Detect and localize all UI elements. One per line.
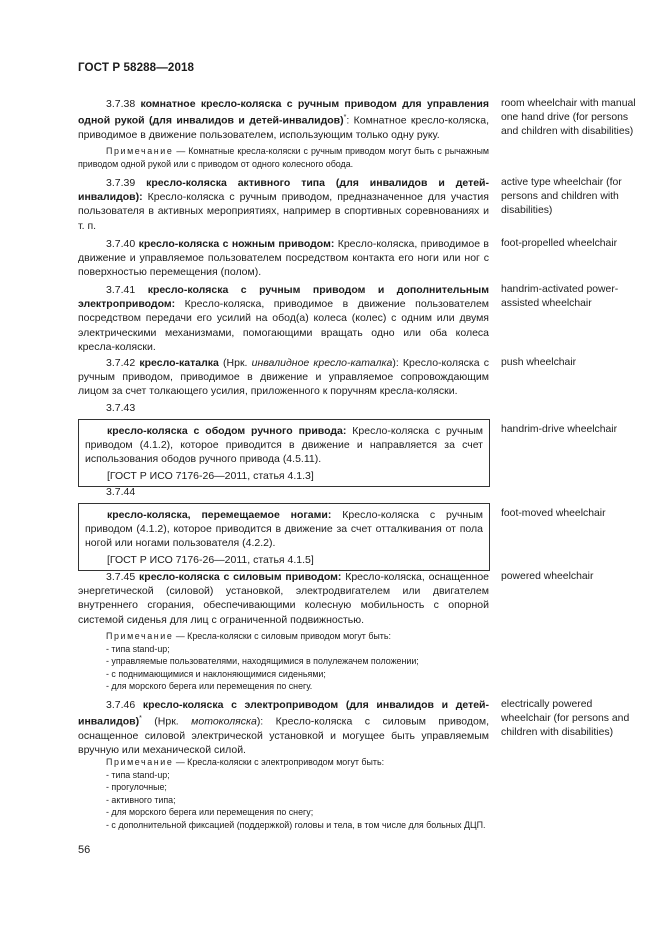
entry-term: кресло-коляска с ножным приводом: [138,238,335,250]
entry-definition: : Комнатное кресло-коляска, приводимое в движение пользователем, использующим только одну руку. [78,114,489,141]
entry-text [78,237,489,280]
quoted-definition-box [78,419,490,487]
english-term: powered wheelchair [501,571,594,582]
quoted-definition-box [78,503,490,571]
entry-definition: Кресло-коляска с ручным приводом (4.1.2), которое приводится в движение за счет отталкивания от пола ногой или ногами пользователя (4.2.2). [85,509,484,550]
entry-text [78,176,489,233]
synonym-prefix: (Нрк. [218,357,252,369]
note-label: Примечание [106,146,174,156]
note-list-item: - типа stand-up; [106,769,170,780]
entry-text [78,356,489,399]
deprecated-synonym: мотоколяска [191,715,257,728]
entry-definition: Кресло-коляска, приводимое в движение пользователем посредством передачи его усилий на обод(а) колеса (колес) с одним или двумя электрическими механизмами, помогающими вращать одно или оба колеса кресла-коляски. [78,298,489,353]
entry-number: 3.7.43 [106,402,136,414]
note-list-item: - управляемые пользователями, находящимися в полулежачем положении; [106,656,419,666]
note-list-item: - типа stand-up; [106,643,170,654]
entry-text [78,698,489,757]
entry-definition: ): Кресло-коляска с силовым приводом, оснащенное силовой электрической установкой и могущее быть управляемым вручную или механической силой. [78,715,489,757]
footnote-mark: * [343,114,347,122]
deprecated-synonym: инвалидное кресло-каталка [251,357,393,369]
entry-number: 3.7.45 [106,571,136,583]
english-term: active type wheelchair (for persons and children with disabilities) [501,177,622,217]
source-reference: [ГОСТ Р ИСО 7176-26—2011, статья 4.1.5] [107,553,314,566]
page-number: 56 [78,844,91,856]
note-list-item: - с поднимающимися и наклоняющимися сиденьями; [106,668,326,679]
entry-text [78,283,489,354]
english-term: room wheelchair with manual one hand drive (for persons and children with disabilities) [501,98,636,138]
english-term: handrim-activated power-assisted wheelchair [501,284,619,310]
entry-term: кресло-коляска с ручным приводом и дополнительным электроприводом: [78,284,490,311]
synonym-prefix: (Нрк. [141,715,192,728]
entry-number: 3.7.41 [106,284,136,296]
entry-number: 3.7.38 [106,98,136,110]
entry-number: 3.7.39 [106,177,136,189]
entry-note [78,630,489,693]
note-text: — Кресла-коляски с электроприводом могут быть: [173,757,385,767]
english-term: push wheelchair [501,357,577,368]
entry-number: 3.7.42 [106,357,136,369]
entry-note [78,145,489,170]
entry-term: комнатное кресло-коляска с ручным приводом для управления одной рукой (для инвалидов и детей-инвалидов) [78,98,489,127]
entry-note [78,756,489,831]
english-term: handrim-drive wheelchair [501,424,618,435]
entry-number: 3.7.40 [106,238,136,250]
note-label: Примечание [106,631,174,641]
english-term: foot-propelled wheelchair [501,238,618,249]
document-header: ГОСТ Р 58288—2018 [78,61,195,74]
entry-term: кресло-коляска, перемещаемое ногами: [107,509,332,521]
note-list-item: - активного типа; [106,794,176,805]
entry-definition: ): Кресло-коляска с ручным приводом, приводимое в движение и управляемое сопровождающим лицом за счет толкающего усилия, приложенного к поручням кресла-коляски. [78,357,489,398]
entry-definition: Кресло-коляска, приводимое в движение и управляемое пользователем посредством контакта его ноги или ног с поверхностью перемещения (полом). [78,238,489,279]
entry-term: кресло-каталка [139,357,219,369]
entry-text [78,97,489,142]
note-label: Примечание [106,757,174,767]
note-text: — Кресла-коляски с силовым приводом могут быть: [173,631,391,641]
note-list-item: - для морского берега или перемещения по снегу. [106,681,313,691]
english-term: electrically powered wheelchair (for persons and children with disabilities) [501,699,630,739]
entry-term: кресло-коляска активного типа (для инвалидов и детей-инвалидов): [78,177,490,204]
note-list-item: - с дополнительной фиксацией (поддержкой) головы и тела, в том числе для больных ДЦП. [106,819,486,830]
entry-definition: Кресло-коляска с ручным приводом, предназначенное для участия пользователя в активных мероприятиях, например в спортивных соревнованиях и т. п. [78,191,489,232]
note-text: — Комнатные кресла-коляски с ручным приводом могут быть с рычажным приводом одной рукой или с приводом от одного колесного обода. [78,146,489,169]
entry-text [78,570,489,627]
note-list-item: - для морского берега или перемещения по снегу; [106,807,314,817]
entry-term: кресло-коляска с электроприводом (для инвалидов и детей-инвалидов) [78,699,489,728]
note-list-item: - прогулочные; [106,782,167,792]
source-reference: [ГОСТ Р ИСО 7176-26—2011, статья 4.1.3] [107,469,314,482]
entry-number: 3.7.44 [106,486,136,498]
english-term: foot-moved wheelchair [501,508,606,519]
entry-number: 3.7.46 [106,699,136,711]
footnote-mark: * [139,715,142,723]
entry-definition: Кресло-коляска с ручным приводом (4.1.2), которое приводится в движение и направляется за счет использования ободов ручного привода (4.5.11). [85,425,483,466]
entry-term: кресло-коляска с силовым приводом: [139,571,342,583]
entry-term: кресло-коляска с ободом ручного привода: [107,425,347,437]
entry-definition: Кресло-коляска, оснащенное энергетической (силовой) установкой, электродвигателем или двигателем внутреннего сгорания, обеспечивающими колесную мобильность с опорной системой сиденья для лиц с ограниченной подвижностью. [78,571,489,626]
